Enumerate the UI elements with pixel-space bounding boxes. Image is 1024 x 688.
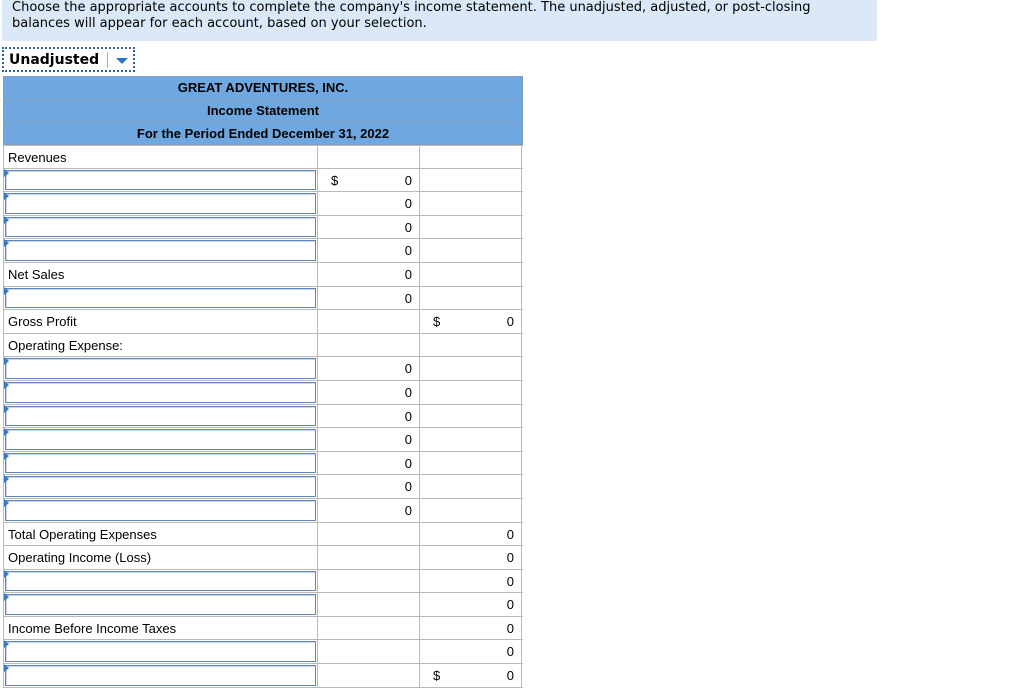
statement-rows bbox=[3, 145, 523, 688]
instructions-line-1: Choose the appropriate accounts to complete the company's income statement. The unadjusted, adjusted, or post-closing bbox=[12, 0, 811, 15]
account-cell[interactable] bbox=[3, 287, 317, 310]
input-flag-icon bbox=[4, 239, 9, 247]
statement-row bbox=[3, 263, 523, 287]
total-cell bbox=[419, 664, 522, 687]
account-select-field[interactable] bbox=[5, 288, 316, 309]
dollar-sign: $ bbox=[433, 314, 441, 330]
account-cell[interactable] bbox=[3, 192, 317, 215]
account-cell[interactable] bbox=[3, 640, 317, 663]
balance-type-value: Unadjusted bbox=[9, 52, 100, 68]
amount-value: 0 bbox=[404, 361, 412, 377]
total-cell bbox=[419, 617, 522, 640]
input-flag-icon bbox=[4, 428, 9, 436]
amount-cell bbox=[317, 239, 419, 262]
amount-cell bbox=[317, 381, 419, 404]
account-cell[interactable] bbox=[3, 239, 317, 262]
total-cell bbox=[419, 546, 522, 569]
total-cell bbox=[419, 310, 522, 333]
account-input-row bbox=[3, 239, 523, 263]
input-flag-icon bbox=[4, 357, 9, 365]
statement-row bbox=[3, 145, 523, 169]
account-cell[interactable] bbox=[3, 664, 317, 687]
row-label: Net Sales bbox=[8, 266, 65, 282]
account-select-field[interactable] bbox=[5, 641, 316, 662]
amount-value: 0 bbox=[506, 597, 514, 613]
amount-value: 0 bbox=[506, 573, 514, 589]
total-cell bbox=[419, 287, 522, 310]
row-label: Revenues bbox=[8, 150, 67, 165]
account-cell bbox=[3, 334, 317, 357]
amount-value: 0 bbox=[506, 526, 514, 542]
amount-cell bbox=[317, 263, 419, 286]
account-cell[interactable] bbox=[3, 499, 317, 522]
amount-value: 0 bbox=[404, 384, 412, 400]
total-cell bbox=[419, 169, 522, 192]
statement-title: Income Statement bbox=[3, 99, 523, 122]
amount-cell bbox=[317, 617, 419, 640]
input-flag-icon bbox=[4, 640, 9, 648]
input-flag-icon bbox=[4, 499, 9, 507]
account-cell[interactable] bbox=[3, 452, 317, 475]
amount-cell bbox=[317, 192, 419, 215]
instructions-line-2: balances will appear for each account, based on your selection. bbox=[12, 16, 427, 31]
total-cell bbox=[419, 146, 522, 168]
account-cell[interactable] bbox=[3, 381, 317, 404]
account-select-field[interactable] bbox=[5, 665, 316, 686]
account-input-row bbox=[3, 475, 523, 499]
statement-period: For the Period Ended December 31, 2022 bbox=[3, 122, 523, 145]
statement-row bbox=[3, 523, 523, 547]
input-flag-icon bbox=[4, 381, 9, 389]
row-label: Gross Profit bbox=[8, 314, 77, 330]
input-flag-icon bbox=[4, 216, 9, 224]
amount-cell bbox=[317, 310, 419, 333]
account-input-row bbox=[3, 287, 523, 311]
account-cell[interactable] bbox=[3, 428, 317, 451]
amount-value: 0 bbox=[506, 550, 514, 566]
total-cell bbox=[419, 452, 522, 475]
account-input-row bbox=[3, 570, 523, 594]
amount-cell bbox=[317, 546, 419, 569]
input-flag-icon bbox=[4, 452, 9, 460]
total-cell bbox=[419, 523, 522, 546]
company-name: GREAT ADVENTURES, INC. bbox=[3, 76, 523, 99]
amount-cell bbox=[317, 405, 419, 428]
dropdown-divider bbox=[107, 52, 108, 68]
amount-cell bbox=[317, 357, 419, 380]
input-flag-icon bbox=[4, 664, 9, 672]
amount-cell bbox=[317, 593, 419, 616]
account-select-field[interactable] bbox=[5, 193, 316, 214]
account-cell[interactable] bbox=[3, 357, 317, 380]
amount-value: 0 bbox=[404, 408, 412, 424]
amount-value: 0 bbox=[404, 266, 412, 282]
account-cell[interactable] bbox=[3, 593, 317, 616]
account-cell[interactable] bbox=[3, 570, 317, 593]
account-select-field[interactable] bbox=[5, 240, 316, 261]
account-input-row bbox=[3, 593, 523, 617]
total-cell bbox=[419, 405, 522, 428]
amount-value: 0 bbox=[404, 290, 412, 306]
total-cell bbox=[419, 216, 522, 239]
amount-cell bbox=[317, 216, 419, 239]
account-select-field[interactable] bbox=[5, 170, 316, 191]
amount-cell bbox=[317, 169, 419, 192]
account-select-field[interactable] bbox=[5, 594, 316, 615]
input-flag-icon bbox=[4, 192, 9, 200]
total-cell bbox=[419, 499, 522, 522]
account-cell[interactable] bbox=[3, 475, 317, 498]
account-select-field[interactable] bbox=[5, 453, 316, 474]
total-cell bbox=[419, 334, 522, 357]
total-cell bbox=[419, 593, 522, 616]
row-label: Operating Income (Loss) bbox=[8, 550, 152, 566]
total-cell bbox=[419, 263, 522, 286]
amount-cell bbox=[317, 640, 419, 663]
account-input-row bbox=[3, 640, 523, 664]
account-input-row bbox=[3, 381, 523, 405]
amount-cell bbox=[317, 287, 419, 310]
total-cell bbox=[419, 640, 522, 663]
total-cell bbox=[419, 570, 522, 593]
statement-row bbox=[3, 546, 523, 570]
total-cell bbox=[419, 239, 522, 262]
row-label: Income Before Income Taxes bbox=[8, 620, 177, 636]
account-cell[interactable] bbox=[3, 216, 317, 239]
account-cell bbox=[3, 310, 317, 333]
input-flag-icon bbox=[4, 169, 9, 177]
input-flag-icon bbox=[4, 287, 9, 295]
account-input-row bbox=[3, 428, 523, 452]
amount-cell bbox=[317, 452, 419, 475]
account-input-row bbox=[3, 664, 523, 688]
dollar-sign: $ bbox=[433, 668, 441, 684]
amount-value: 0 bbox=[404, 243, 412, 259]
amount-value: 0 bbox=[404, 502, 412, 518]
account-cell[interactable] bbox=[3, 169, 317, 192]
chevron-down-icon[interactable] bbox=[116, 58, 128, 64]
row-label: Operating Expense: bbox=[8, 337, 123, 353]
account-cell bbox=[3, 263, 317, 286]
account-cell bbox=[3, 546, 317, 569]
account-input-row bbox=[3, 192, 523, 216]
account-select-field[interactable] bbox=[5, 217, 316, 238]
amount-value: 0 bbox=[404, 479, 412, 495]
account-cell bbox=[3, 617, 317, 640]
account-select-field[interactable] bbox=[5, 500, 316, 521]
account-cell[interactable] bbox=[3, 405, 317, 428]
amount-cell bbox=[317, 523, 419, 546]
amount-value: 0 bbox=[506, 644, 514, 660]
statement-row bbox=[3, 310, 523, 334]
amount-cell bbox=[317, 475, 419, 498]
amount-cell bbox=[317, 334, 419, 357]
statement-row bbox=[3, 617, 523, 641]
dollar-sign: $ bbox=[331, 172, 339, 188]
account-cell bbox=[3, 146, 317, 168]
account-input-row bbox=[3, 357, 523, 381]
row-label: Total Operating Expenses bbox=[8, 526, 157, 542]
amount-value: 0 bbox=[404, 196, 412, 212]
amount-cell bbox=[317, 146, 419, 168]
total-cell bbox=[419, 192, 522, 215]
statement-row bbox=[3, 334, 523, 358]
total-cell bbox=[419, 428, 522, 451]
account-input-row bbox=[3, 452, 523, 476]
account-select-field[interactable] bbox=[5, 429, 316, 450]
amount-value: 0 bbox=[404, 455, 412, 471]
balance-type-dropdown[interactable] bbox=[2, 47, 135, 72]
instructions bbox=[2, 0, 877, 41]
income-statement bbox=[3, 76, 523, 688]
account-select-field[interactable] bbox=[5, 358, 316, 379]
input-flag-icon bbox=[4, 593, 9, 601]
account-cell bbox=[3, 523, 317, 546]
account-select-field[interactable] bbox=[5, 476, 316, 497]
amount-cell bbox=[317, 428, 419, 451]
account-input-row bbox=[3, 499, 523, 523]
input-flag-icon bbox=[4, 570, 9, 578]
amount-cell bbox=[317, 499, 419, 522]
total-cell bbox=[419, 475, 522, 498]
account-select-field[interactable] bbox=[5, 406, 316, 427]
amount-value: 0 bbox=[506, 314, 514, 330]
account-input-row bbox=[3, 405, 523, 429]
total-cell bbox=[419, 357, 522, 380]
amount-value: 0 bbox=[506, 668, 514, 684]
input-flag-icon bbox=[4, 405, 9, 413]
account-select-field[interactable] bbox=[5, 571, 316, 592]
input-flag-icon bbox=[4, 475, 9, 483]
amount-cell bbox=[317, 570, 419, 593]
amount-value: 0 bbox=[404, 432, 412, 448]
account-input-row bbox=[3, 216, 523, 240]
account-input-row bbox=[3, 169, 523, 193]
total-cell bbox=[419, 381, 522, 404]
amount-value: 0 bbox=[404, 219, 412, 235]
amount-value: 0 bbox=[404, 172, 412, 188]
account-select-field[interactable] bbox=[5, 382, 316, 403]
amount-cell bbox=[317, 664, 419, 687]
amount-value: 0 bbox=[506, 620, 514, 636]
